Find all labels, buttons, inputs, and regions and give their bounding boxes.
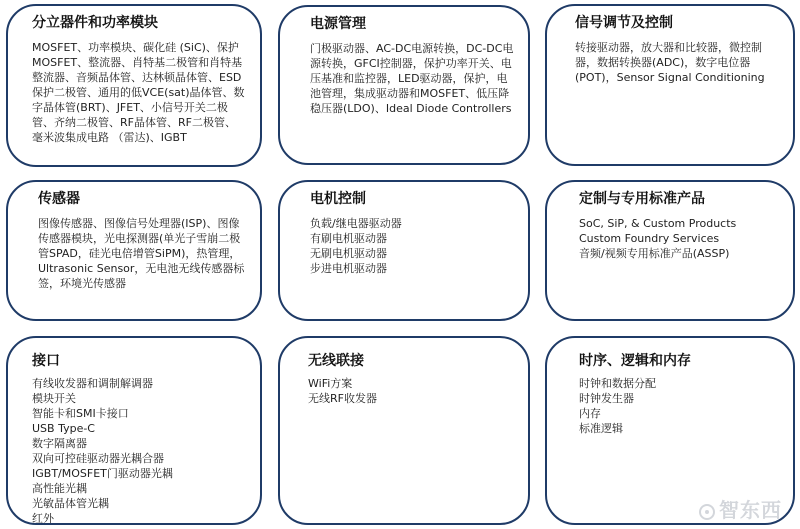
card-line: 数字隔离器: [32, 437, 87, 450]
card-line: Custom Foundry Services: [579, 232, 720, 245]
card-line: 红外: [32, 512, 54, 525]
card-title: 信号调节及控制: [575, 15, 673, 31]
card-body: [32, 40, 246, 145]
card-line: USB Type-C: [32, 422, 95, 435]
card-custom-assp: [545, 180, 795, 321]
card-title: 时序、逻辑和内存: [579, 353, 691, 369]
card-line: 标准逻辑: [579, 422, 623, 435]
card-title: 定制与专用标准产品: [579, 191, 705, 207]
card-line: 门极驱动器、AC-DC电源转换，DC-DC电源转换，GFCI控制器，保护功率开关、电压基准和监控器，LED驱动器，保护，电池管理，集成驱动器和MOSFET、低压降稳压器(LDO)、Ideal Diode Controllers: [310, 42, 514, 115]
card-body: [308, 376, 514, 406]
card-body: [575, 40, 779, 85]
card-line: 图像传感器、图像信号处理器(ISP)、图像传感器模块，光电探测器(单光子雪崩二极管SPAD，硅光电倍增管SiPM)，热管理，Ultrasonic Sensor，无电池无线传感器标签，环境光传感器: [38, 217, 245, 290]
card-line: MOSFET、功率模块、碳化硅 (SiC)、保护MOSFET、整流器、肖特基二极管和肖特基整流器、音频晶体管、达林顿晶体管、ESD保护二极管、通用的低VCE(sat)晶体管、数字晶体管(BRT)、JFET、小信号开关二极管、齐纳二极管、RF晶体管、RF二极管、毫米波集成电路 （雷达)、IGBT: [32, 41, 245, 144]
card-title: 接口: [32, 353, 60, 369]
card-body: [38, 216, 246, 291]
card-line: 光敏晶体管光耦: [32, 497, 109, 510]
card-line: 时钟和数据分配: [579, 377, 656, 390]
card-line: 内存: [579, 407, 601, 420]
card-line: 步进电机驱动器: [310, 262, 387, 275]
card-wireless-connectivity: [278, 336, 530, 525]
card-line: 高性能光耦: [32, 482, 87, 495]
card-power-management: [278, 5, 530, 165]
card-title: 电机控制: [310, 191, 366, 207]
card-line: SoC, SiP, & Custom Products: [579, 217, 737, 230]
watermark-text: 智东西: [719, 498, 782, 522]
card-discrete-power-modules: [6, 4, 262, 167]
card-sensors: [6, 180, 262, 321]
card-title: 分立器件和功率模块: [32, 15, 158, 31]
card-title: 传感器: [38, 191, 80, 207]
card-title: 电源管理: [310, 16, 366, 32]
card-body: [579, 376, 779, 436]
logo-icon: [699, 504, 715, 520]
card-line: 模块开关: [32, 392, 76, 405]
card-line: 双向可控硅驱动器光耦合器: [32, 452, 164, 465]
card-line: 有刷电机驱动器: [310, 232, 387, 245]
card-body: [310, 41, 514, 116]
card-line: WiFi方案: [308, 377, 353, 390]
card-line: IGBT/MOSFET门驱动器光耦: [32, 467, 173, 480]
card-signal-conditioning-control: [545, 4, 795, 166]
card-line: 音频/视频专用标准产品(ASSP): [579, 247, 730, 260]
card-title: 无线联接: [308, 353, 364, 369]
card-line: 无线RF收发器: [308, 392, 377, 405]
card-body: [32, 376, 246, 525]
watermark-logo: [699, 494, 782, 523]
card-line: 负载/继电器驱动器: [310, 217, 402, 230]
card-line: 无刷电机驱动器: [310, 247, 387, 260]
card-line: 有线收发器和调制解调器: [32, 377, 153, 390]
card-line: 智能卡和SMI卡接口: [32, 407, 129, 420]
card-interface: [6, 336, 262, 525]
card-body: [579, 216, 779, 261]
card-body: [310, 216, 514, 276]
card-line: 时钟发生器: [579, 392, 634, 405]
card-line: 转接驱动器，放大器和比较器，微控制器，数据转换器(ADC)，数字电位器(POT)，Sensor Signal Conditioning: [575, 41, 765, 84]
card-motor-control: [278, 180, 530, 321]
